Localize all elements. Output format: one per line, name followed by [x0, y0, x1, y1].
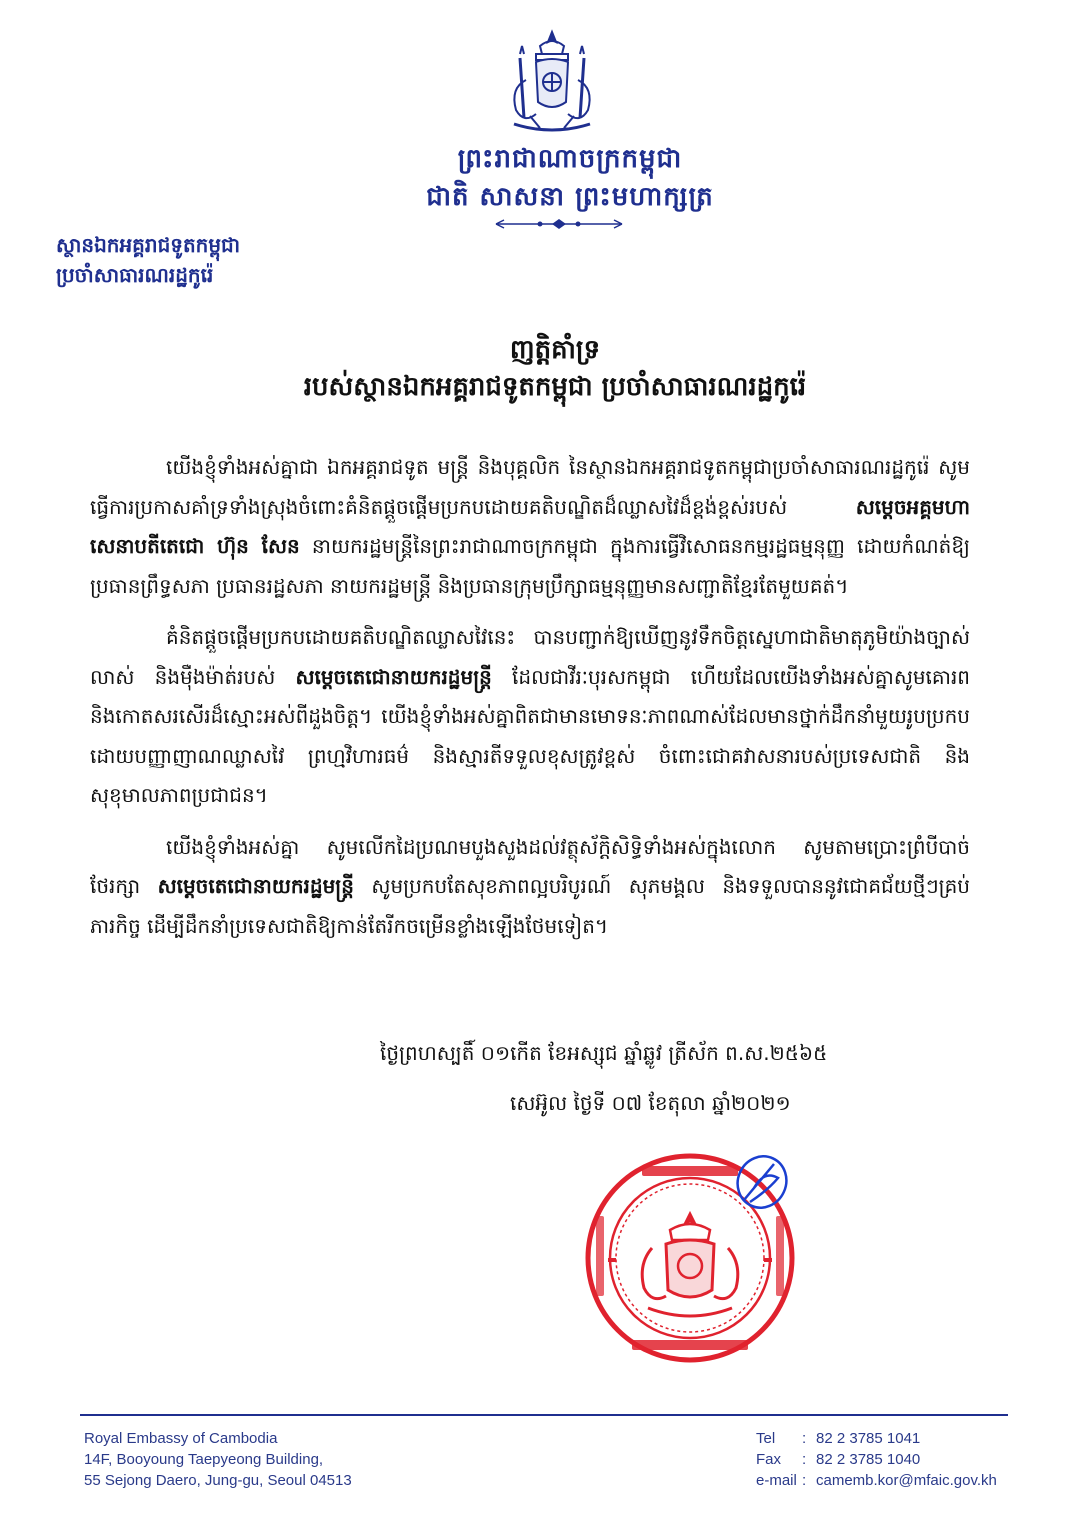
embassy-location: ប្រចាំសាធារណរដ្ឋកូរ៉េ	[56, 263, 214, 287]
lunar-date: ថ្ងៃព្រហស្បតិ៍ ០១កើត ខែអស្សុជ ឆ្នាំឆ្លូវ ត្រីស័ក ព.ស.២៥៦៥	[380, 1041, 828, 1065]
footer-address-line1: 14F, Booyoung Taepyeong Building,	[84, 1451, 324, 1468]
fax-label: Fax	[756, 1451, 782, 1468]
solar-date: សេអ៊ូល ថ្ងៃទី ០៧ ខែតុលា ឆ្នាំ២០២១	[510, 1091, 791, 1115]
email-label: e-mail	[756, 1472, 797, 1489]
footer-divider	[80, 1414, 1008, 1416]
footer-tel-row: Tel : 82 2 3785 1041	[756, 1430, 921, 1447]
p3-bold-name: សម្តេចតេជោនាយករដ្ឋមន្ត្រី	[157, 874, 354, 898]
embassy-name: ស្ថានឯកអគ្គរាជទូតកម្ពុជា	[56, 233, 241, 257]
ornament-divider-icon	[494, 218, 624, 230]
p1-text-c: នាយករដ្ឋមន្ត្រីនៃព្រះរាជាណាចក្រកម្ពុជា ក្នុងការធ្វើវិសោធនកម្មរដ្ឋធម្មនុញ្ញ ដោយកំណត់ឱ្យប្រធានព្រឹទ្ធសភា ប្រធានរដ្ឋសភា នាយករដ្ឋមន្ត្រី និងប្រធានក្រុមប្រឹក្សាធម្មនុញ្ញមានសញ្ជាតិខ្មែរតែមួយគត់។	[90, 534, 970, 598]
p2-bold-name: សម្តេចតេជោនាយករដ្ឋមន្ត្រី	[295, 664, 492, 689]
body-paragraph-1	[90, 448, 970, 606]
footer-email-row: e-mail : camemb.kor@mfaic.gov.kh	[756, 1472, 997, 1489]
p3-text-c: សូមប្រកបតែសុខភាពល្អបរិបូរណ៍ សុភមង្គល និងទទួលបាននូវជោគជ័យថ្មីៗគ្រប់ភារកិច្ច ដើម្បីដឹកនាំប្រទេសជាតិឱ្យកាន់តែរីកចម្រើនខ្លាំងឡើងថែមទៀត។	[90, 874, 970, 938]
body-paragraph-3	[90, 828, 970, 947]
royal-coat-of-arms-icon	[500, 28, 604, 136]
email-value[interactable]: camemb.kor@mfaic.gov.kh	[816, 1472, 997, 1489]
footer-address-line2: 55 Sejong Daero, Jung-gu, Seoul 04513	[84, 1472, 352, 1489]
footer-contact	[756, 1428, 997, 1491]
kingdom-name: ព្រះរាជាណាចក្រកម្ពុជា	[457, 144, 683, 174]
national-motto: ជាតិ សាសនា ព្រះមហាក្សត្រ	[426, 182, 714, 212]
p3-text-a: យើងខ្ញុំទាំងអស់គ្នា សូមលើកដៃប្រណមបួងសួងដល់វត្ថុស័ក្តិសិទ្ធិទាំងអស់ក្នុងលោក សូមតាមប្រោះព្រំបីបាច់ថែរក្សា	[90, 834, 970, 898]
p2-text-c: ដែលជាវីរៈបុរសកម្ពុជា ហើយដែលយើងទាំងអស់គ្នាសូមគោរព និងកោតសរសើរដ៏ស្មោះអស់ពីដួងចិត្ត។ យើងខ្ញុំទាំងអស់គ្នាពិតជាមានមោទនៈភាពណាស់ដែលមានថ្នាក់ដឹកនាំមួយរូបប្រកបដោយបញ្ញាញាណឈ្លាសវៃ ព្រហ្មវិហារធម៌ និងស្មារតីទទួលខុសត្រូវខ្ពស់ ចំពោះជោគវាសនារបស់ប្រទេសជាតិ និងសុខុមាលភាពប្រជាជន។	[90, 664, 970, 807]
letter-body	[90, 448, 970, 958]
p1-text-a: យើងខ្ញុំទាំងអស់គ្នាជា ឯកអគ្គរាជទូត មន្ត្រី និងបុគ្គលិក នៃស្ថានឯកអគ្គរាជទូតកម្ពុជាប្រចាំសាធារណរដ្ឋកូរ៉េ សូមធ្វើការប្រកាសគាំទ្រទាំងស្រុងចំពោះគំនិតផ្តួចផ្តើមប្រកបដោយគតិបណ្ឌិតដ៏ឈ្លាសវៃដ៏ខ្ពង់ខ្ពស់របស់	[90, 455, 970, 519]
p1-bold-name: សម្តេចអគ្គមហាសេនាបតីតេជោ ហ៊ុន សែន	[90, 494, 970, 558]
body-paragraph-2	[90, 618, 970, 816]
footer-address	[84, 1428, 352, 1491]
tel-value: 82 2 3785 1041	[816, 1430, 921, 1447]
footer-org: Royal Embassy of Cambodia	[84, 1430, 278, 1447]
fax-value: 82 2 3785 1040	[816, 1451, 921, 1468]
document-subtitle: របស់ស្ថានឯកអគ្គរាជទូតកម្ពុជា ប្រចាំសាធារណរដ្ឋកូរ៉េ	[303, 372, 807, 402]
document-title: ញត្តិគាំទ្រ	[509, 335, 601, 365]
footer-fax-row: Fax : 82 2 3785 1040	[756, 1451, 921, 1468]
p2-text-a: គំនិតផ្តួចផ្តើមប្រកបដោយគតិបណ្ឌិតឈ្លាសវៃនេះ បានបញ្ជាក់ឱ្យឃើញនូវទឹកចិត្តស្នេហាជាតិមាតុភូមិយ៉ាងច្បាស់លាស់ និងម៉ឺងម៉ាត់របស់	[90, 625, 970, 689]
tel-label: Tel	[756, 1430, 776, 1447]
official-seal-icon	[578, 1140, 808, 1370]
